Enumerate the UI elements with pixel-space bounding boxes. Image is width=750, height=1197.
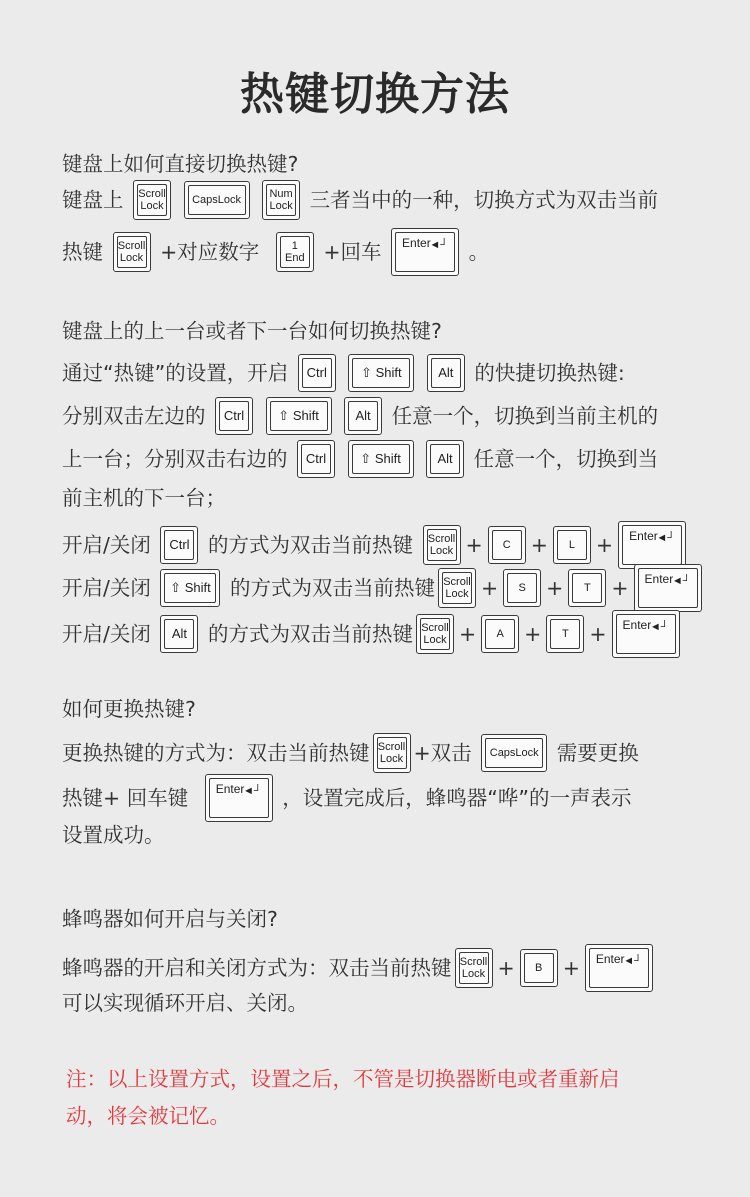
section-3-question: 如何更换热键?: [62, 697, 196, 721]
alt-key: Alt: [426, 440, 464, 478]
section-2-line-1: 通过“热键”的设置，开启 Ctrl ⇧ Shift Alt 的快捷切换热键:: [62, 354, 625, 392]
t-key: T: [568, 569, 606, 607]
scroll-lock-key: Scroll Lock: [455, 948, 493, 988]
shift-key: ⇧ Shift: [348, 354, 414, 392]
ctrl-key: Ctrl: [215, 397, 253, 435]
one-end-key: 1 End: [276, 232, 314, 272]
note-line-2: 动，将会被记忆。: [66, 1104, 230, 1128]
enter-arrow-icon: ◄┘: [623, 955, 642, 967]
alt-key: Alt: [344, 397, 382, 435]
caps-lock-key: CapsLock: [184, 181, 250, 219]
c-key: C: [488, 526, 526, 564]
section-1-question: 键盘上如何直接切换热键?: [62, 152, 299, 176]
num-lock-key: Num Lock: [262, 180, 300, 220]
section-1-line-1: 键盘上 Scroll Lock CapsLock Num Lock 三者当中的一种，切换方式为双击当前: [62, 180, 658, 220]
section-3-line-1: 更换热键的方式为：双击当前热键 Scroll Lock +双击 CapsLock 需要更换: [62, 733, 639, 773]
ctrl-key: Ctrl: [297, 440, 335, 478]
enter-key: Enter ◄┘: [634, 564, 702, 612]
section-2-question: 键盘上的上一台或者下一台如何切换热键?: [62, 319, 442, 343]
alt-key: Alt: [427, 354, 465, 392]
ctrl-key: Ctrl: [160, 526, 198, 564]
page-title: 热键切换方法: [240, 69, 510, 120]
section-2-option-ctrl: 开启/关闭 Ctrl 的方式为双击当前热键 Scroll Lock + C + L + Enter ◄┘: [62, 521, 689, 569]
shift-arrow-icon: ⇧: [361, 365, 372, 380]
l-key: L: [553, 526, 591, 564]
enter-key: Enter ◄┘: [585, 944, 653, 992]
section-3-line-2: 热键+ 回车键 Enter ◄┘ ，设置完成后，蜂鸣器“哗”的一声表示: [62, 774, 632, 822]
ctrl-key: Ctrl: [298, 354, 336, 392]
section-2-option-alt: 开启/关闭 Alt 的方式为双击当前热键 Scroll Lock + A + T + Enter ◄┘: [62, 610, 683, 658]
section-1-line-2: 热键 Scroll Lock +对应数字 1 End +回车 Enter ◄┘ 。: [62, 228, 489, 276]
section-3-line-3: 设置成功。: [62, 823, 165, 847]
alt-key: Alt: [160, 615, 198, 653]
section-2-line-2: 分别双击左边的 Ctrl ⇧ Shift Alt 任意一个，切换到当前主机的: [62, 397, 658, 435]
t-key: T: [546, 615, 584, 653]
scroll-lock-key: Scroll Lock: [373, 733, 411, 773]
note-line-1: 注：以上设置方式，设置之后，不管是切换器断电或者重新启: [66, 1067, 620, 1091]
enter-arrow-icon: ◄┘: [429, 239, 449, 251]
enter-key: Enter ◄┘: [391, 228, 459, 276]
enter-arrow-icon: ◄┘: [243, 785, 262, 797]
shift-arrow-icon: ⇧: [360, 451, 372, 466]
section-4-line-2: 可以实现循环开启、关闭。: [62, 991, 308, 1015]
section-2-line-3: 上一台；分别双击右边的 Ctrl ⇧ Shift Alt 任意一个，切换到当: [62, 440, 658, 478]
s-key: S: [503, 569, 541, 607]
shift-key: ⇧ Shift: [266, 397, 332, 435]
b-key: B: [520, 949, 558, 987]
shift-key: ⇧ Shift: [160, 569, 220, 607]
a-key: A: [481, 615, 519, 653]
section-4-line-1: 蜂鸣器的开启和关闭方式为：双击当前热键 Scroll Lock + B + Enter ◄┘: [62, 944, 656, 992]
scroll-lock-key: Scroll Lock: [438, 568, 476, 608]
caps-lock-key: CapsLock: [481, 734, 547, 772]
shift-arrow-icon: ⇧: [170, 580, 182, 595]
enter-key: Enter ◄┘: [618, 521, 686, 569]
section-2-option-shift: 开启/关闭 ⇧ Shift 的方式为双击当前热键 Scroll Lock + S + T + Enter ◄┘: [62, 564, 705, 612]
enter-arrow-icon: ◄┘: [671, 575, 691, 587]
scroll-lock-key: Scroll Lock: [133, 180, 171, 220]
enter-key: Enter ◄┘: [205, 774, 273, 822]
scroll-lock-key: Scroll Lock: [423, 525, 461, 565]
shift-arrow-icon: ⇧: [278, 408, 290, 423]
section-2-line-4: 前主机的下一台；: [62, 486, 226, 510]
enter-arrow-icon: ◄┘: [649, 621, 669, 633]
scroll-lock-key: Scroll Lock: [113, 232, 151, 272]
enter-key: Enter ◄┘: [612, 610, 680, 658]
shift-key: ⇧ Shift: [348, 440, 414, 478]
section-4-question: 蜂鸣器如何开启与关闭?: [62, 907, 278, 931]
scroll-lock-key: Scroll Lock: [416, 614, 454, 654]
enter-arrow-icon: ◄┘: [656, 532, 676, 544]
